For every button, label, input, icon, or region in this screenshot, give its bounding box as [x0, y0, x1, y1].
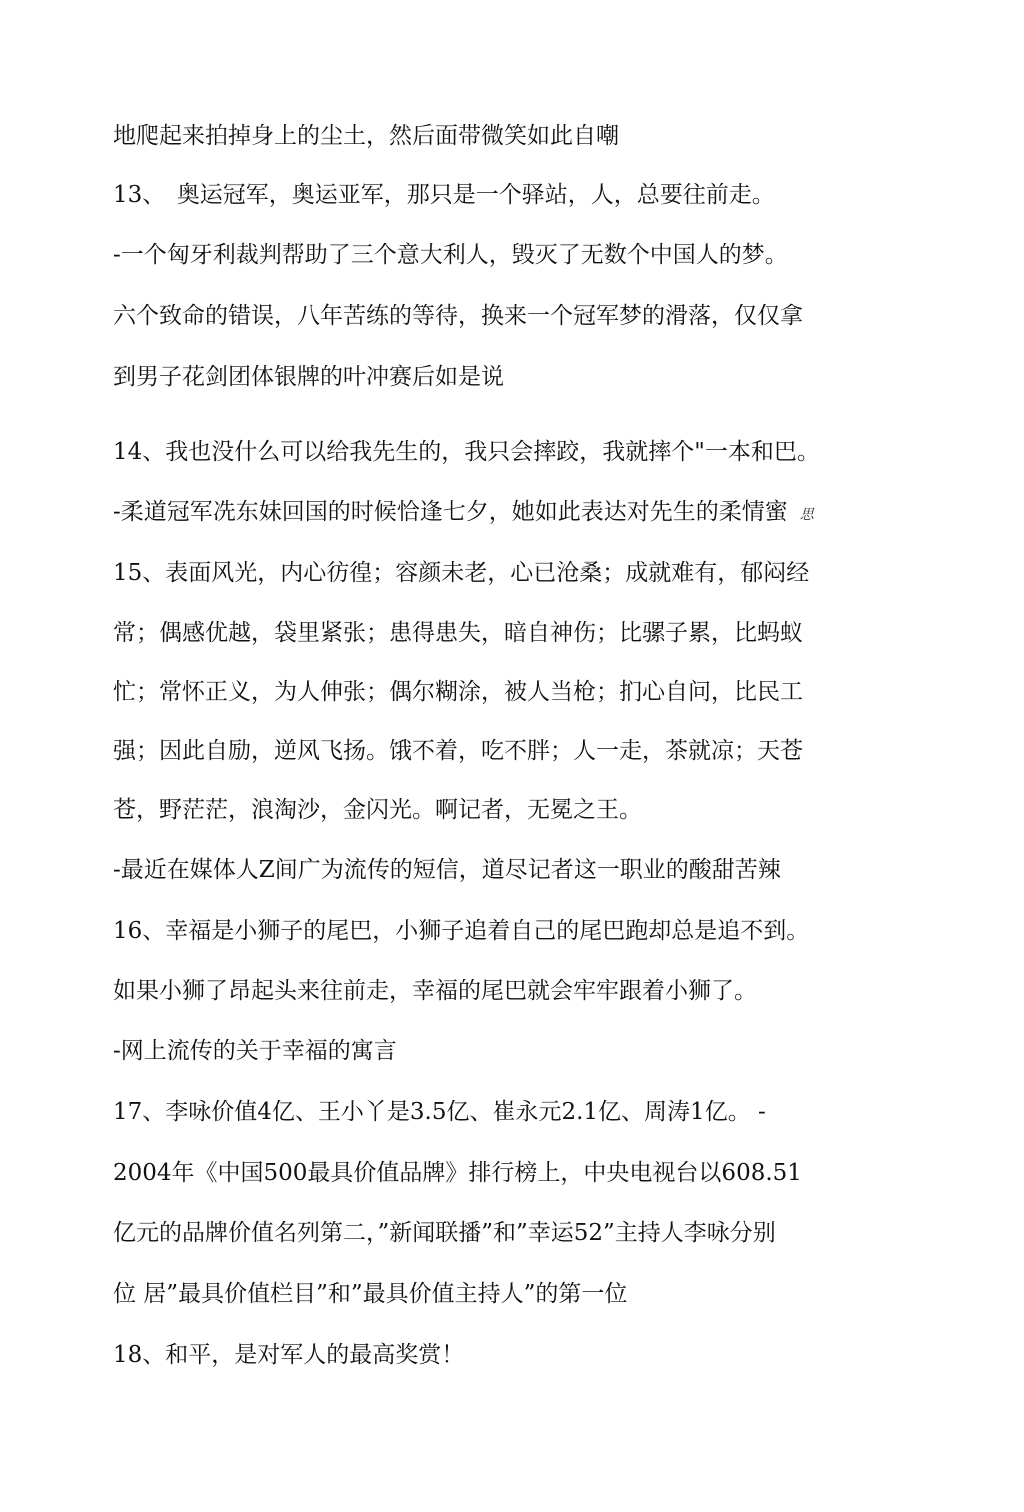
text-line: 16、幸福是小狮子的尾巴，小狮子追着自己的尾巴跑却总是追不到。	[113, 918, 810, 944]
text-line: -一个匈牙利裁判帮助了三个意大利人，毁灭了无数个中国人的梦。	[113, 242, 788, 268]
text-line: 位 居”最具价值栏目”和”最具价值主持人”的第一位	[113, 1281, 628, 1307]
text-line: 常；偶感优越，袋里紧张；患得患失，暗自神伤；比骡子累，比蚂蚁	[113, 620, 803, 646]
text-line: 13、 奥运冠军，奥运亚军，那只是一个驿站，人，总要往前走。	[113, 182, 775, 208]
text-line: 强；因此自励，逆风飞扬。饿不着，吃不胖；人一走，茶就凉；天苍	[113, 738, 803, 764]
text-line: 忙；常怀正义，为人伸张；偶尔糊涂，被人当枪；扪心自问，比民工	[113, 679, 803, 705]
text-line: 2004年《中国500最具价值品牌》排行榜上，中央电视台以608.51	[113, 1160, 802, 1186]
text-line: -最近在媒体人Z间广为流传的短信，道尽记者这一职业的酸甜苦辣	[113, 857, 781, 883]
text-line: 到男子花剑团体银牌的叶冲赛后如是说	[113, 364, 504, 390]
text-line: 17、李咏价值4亿、王小丫是3.5亿、崔永元2.1亿、周涛1亿。 -	[113, 1099, 766, 1125]
text-line: 苍，野茫茫，浪淘沙，金闪光。啊记者，无冕之王。	[113, 797, 642, 823]
text-line: 六个致命的错误，八年苦练的等待，换来一个冠军梦的滑落，仅仅拿	[113, 303, 803, 329]
text-line: 18、和平，是对军人的最高奖赏！	[113, 1342, 465, 1368]
text-line: 14、我也没什么可以给我先生的，我只会摔跤，我就摔个"一本和巴。	[113, 439, 820, 465]
text-line: 15、表面风光，内心彷徨；容颜未老，心已沧桑；成就难有，郁闷经	[113, 560, 810, 586]
text-line: -网上流传的关于幸福的寓言	[113, 1038, 397, 1064]
text-line: 地爬起来拍掉身上的尘土，然后面带微笑如此自嘲	[113, 123, 619, 149]
text-line-with-note	[113, 497, 814, 530]
text-line: 如果小狮了昂起头来往前走，幸福的尾巴就会牢牢跟着小狮了。	[113, 978, 757, 1004]
margin-note: 思	[799, 507, 814, 523]
text-line: -柔道冠军冼东妹回国的时候恰逢七夕，她如此表达对先生的柔情蜜	[113, 499, 788, 525]
text-line: 亿元的品牌价值名列第二，”新闻联播”和”幸运52”主持人李咏分别	[113, 1220, 776, 1246]
